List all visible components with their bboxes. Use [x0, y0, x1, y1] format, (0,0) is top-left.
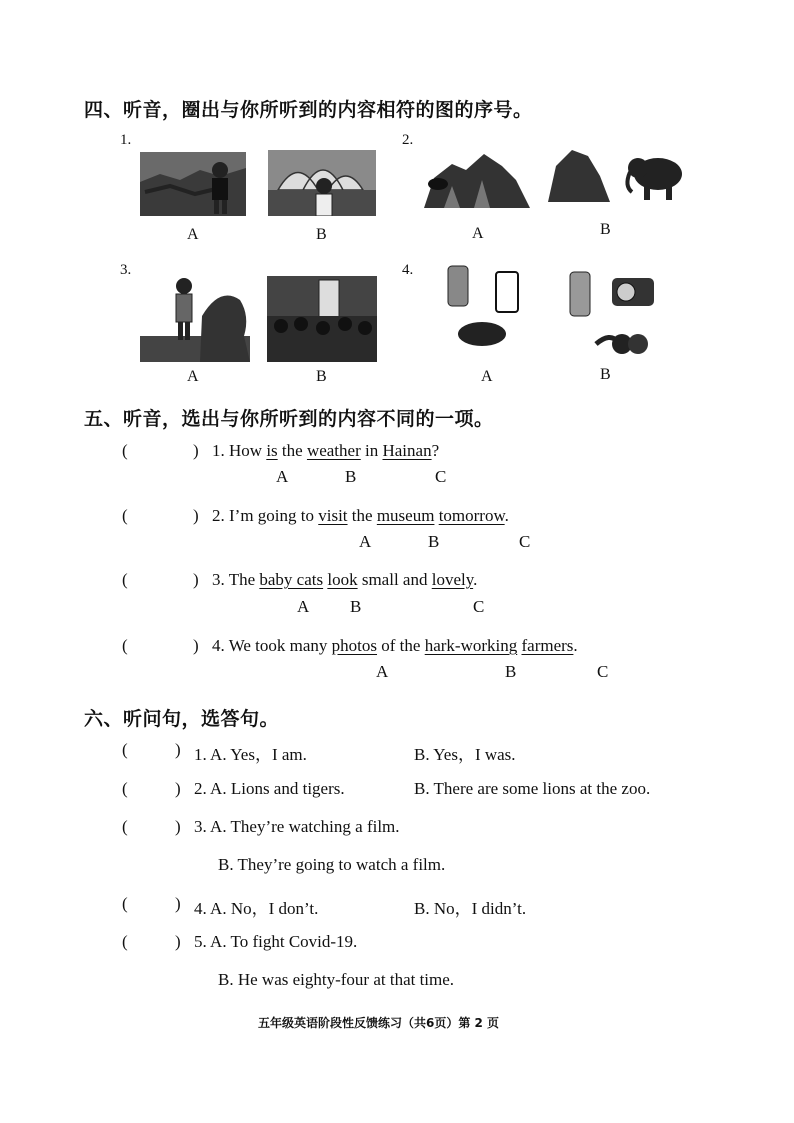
item-1-picture-a[interactable] — [140, 152, 246, 216]
s6-q4-paren-open: ( — [122, 894, 128, 913]
item-1-picture-b[interactable] — [268, 150, 376, 216]
item-4-label-a: A — [481, 368, 493, 385]
s5-q2-label-c: C — [519, 532, 531, 551]
s5-q3-paren-open: ( — [122, 570, 128, 589]
s6-q1-option-b: B. Yes，I was. — [414, 745, 516, 764]
crowd-street-illustration — [267, 276, 377, 362]
s6-q4-paren-close[interactable]: ) — [175, 894, 181, 913]
s6-q5-option-b: B. He was eighty-four at that time. — [218, 970, 455, 989]
s6-q2-paren-close[interactable]: ) — [175, 779, 181, 798]
s5-q4-label-c: C — [597, 662, 609, 681]
s6-q3-paren-open: ( — [122, 817, 128, 836]
section-6-heading: 六、听问句，选答句。 — [84, 708, 280, 730]
s5-q4-sentence: 4. We took many photos of the hark-working farmers. — [212, 636, 578, 655]
item-1-label-a: A — [187, 226, 199, 243]
s5-q3-label-b: B — [350, 597, 362, 616]
great-wall-girl-illustration — [140, 152, 246, 216]
girl-hill-illustration — [140, 276, 250, 362]
item-4-label-b: B — [600, 366, 611, 383]
item-3-label-a: A — [187, 368, 199, 385]
s6-q1-option-a: 1. A. Yes，I am. — [194, 745, 307, 764]
item-2-label-b: B — [600, 221, 611, 238]
item-3-picture-b[interactable] — [267, 276, 377, 362]
s5-q3-label-a: A — [297, 597, 310, 616]
s5-q3-paren-close[interactable]: ) — [193, 570, 199, 589]
s5-q1-label-c: C — [435, 467, 447, 486]
s6-q5-option-a: 5. A. To fight Covid-19. — [194, 932, 358, 951]
s6-q3-option-b: B. They’re going to watch a film. — [218, 855, 446, 874]
s5-q1-paren-open: ( — [122, 441, 128, 460]
item-3-number: 3. — [120, 262, 132, 278]
item-2-picture-a[interactable] — [424, 150, 530, 208]
s5-q1-sentence: 1. How is the weather in Hainan? — [212, 441, 440, 460]
s6-q2-paren-open: ( — [122, 779, 128, 798]
s5-q4-paren-open: ( — [122, 636, 128, 655]
s6-q1-paren-close[interactable]: ) — [175, 740, 181, 759]
s5-q3-sentence: 3. The baby cats look small and lovely. — [212, 570, 478, 589]
opera-house-girl-illustration — [268, 150, 376, 216]
item-3-label-b: B — [316, 368, 327, 385]
s6-q4-option-a: 4. A. No，I don’t. — [194, 899, 319, 918]
s6-q3-option-a: 3. A. They’re watching a film. — [194, 817, 400, 836]
item-1-label-b: B — [316, 226, 327, 243]
s5-q2-paren-open: ( — [122, 506, 128, 525]
s5-q2-label-b: B — [428, 532, 440, 551]
s6-q3-paren-close[interactable]: ) — [175, 817, 181, 836]
page-footer: 五年级英语阶段性反馈练习（共6页）第 2 页 — [258, 1016, 500, 1030]
mountain-elephant-illustration — [548, 146, 686, 206]
s5-q2-paren-close[interactable]: ) — [193, 506, 199, 525]
s5-q1-paren-close[interactable]: ) — [193, 441, 199, 460]
item-3-picture-a[interactable] — [140, 276, 250, 362]
s5-q3-label-c: C — [473, 597, 485, 616]
s5-q1-label-a: A — [276, 467, 289, 486]
item-4-picture-b[interactable] — [566, 268, 662, 358]
s6-q2-option-b: B. There are some lions at the zoo. — [414, 779, 651, 798]
s5-q4-label-a: A — [376, 662, 389, 681]
s6-q5-paren-close[interactable]: ) — [175, 932, 181, 951]
item-2-picture-b[interactable] — [548, 146, 686, 206]
s5-q2-sentence: 2. I’m going to visit the museum tomorrow. — [212, 506, 509, 525]
s5-q4-label-b: B — [505, 662, 517, 681]
item-4-picture-a[interactable] — [440, 262, 530, 352]
section-5-heading: 五、听音，选出与你所听到的内容不同的一项。 — [84, 408, 494, 430]
s5-q1-label-b: B — [345, 467, 357, 486]
s5-q2-label-a: A — [359, 532, 372, 551]
s5-q4-paren-close[interactable]: ) — [193, 636, 199, 655]
s6-q2-option-a: 2. A. Lions and tigers. — [194, 779, 345, 798]
drink-camera-fruit-illustration — [566, 268, 662, 358]
item-2-label-a: A — [472, 225, 484, 242]
drink-phone-bread-illustration — [440, 262, 530, 352]
s6-q1-paren-open: ( — [122, 740, 128, 759]
item-1-number: 1. — [120, 132, 132, 148]
section-4-heading: 四、听音，圈出与你所听到的内容相符的图的序号。 — [84, 99, 533, 121]
item-2-number: 2. — [402, 132, 414, 148]
item-4-number: 4. — [402, 262, 414, 278]
s6-q4-option-b: B. No，I didn’t. — [414, 899, 527, 918]
mountain-trees-illustration — [424, 150, 530, 208]
s6-q5-paren-open: ( — [122, 932, 128, 951]
